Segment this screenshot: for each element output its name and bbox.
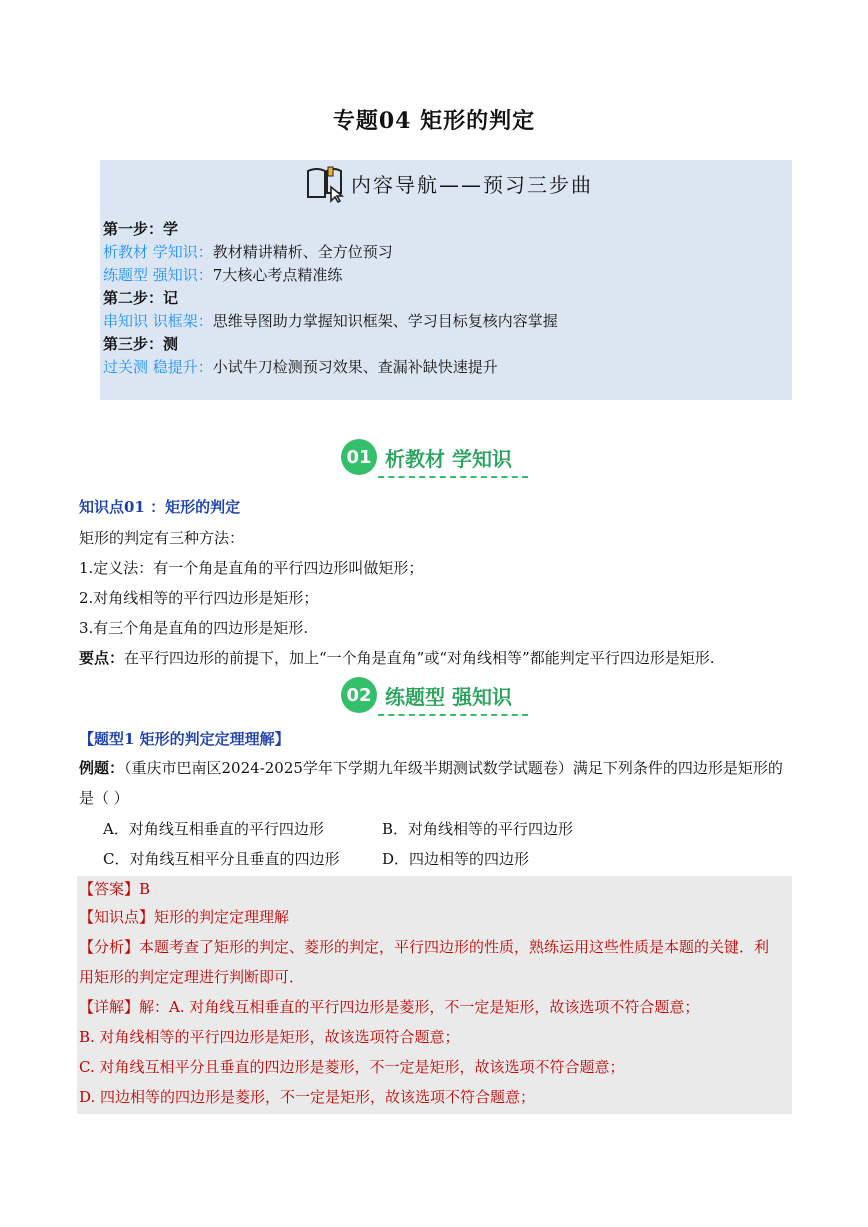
section-banner-01 xyxy=(341,438,512,476)
option-a: A．对角线互相垂直的平行四边形 xyxy=(103,820,324,838)
option-b: B．对角线相等的平行四边形 xyxy=(382,820,574,838)
method-item-2: 2.对角线相等的平行四边形是矩形； xyxy=(79,589,319,607)
nav-item-practice xyxy=(103,264,342,286)
section-banner-02 xyxy=(341,676,512,714)
page-title: 专题04 矩形的判定 xyxy=(332,108,536,134)
nav-item-desc: 7大核心考点精准练 xyxy=(212,266,343,284)
option-c: C．对角线互相平分且垂直的四边形 xyxy=(103,850,340,868)
section-underline xyxy=(378,714,528,716)
step3-heading: 第三步：测 xyxy=(103,335,179,353)
key-point-label: 要点： xyxy=(79,649,125,667)
section-underline xyxy=(378,476,528,478)
example-text: （重庆市巴南区2024-2025学年下学期九年级半期测试数学试题卷）满足下列条件的四边形是矩形的 xyxy=(124,759,783,777)
method-item-3: 3.有三个角是直角的四边形是矩形. xyxy=(79,619,309,637)
nav-item-tag: 析教材 学知识： xyxy=(103,243,213,261)
answer: 【答案】B xyxy=(79,880,151,898)
detail-line-3: C. 对角线互相平分且垂直的四边形是菱形，不一定是矩形，故该选项不符合题意； xyxy=(79,1058,625,1076)
key-point-text: 在平行四边形的前提下，加上“一个角是直角”或“对角线相等”都能判定平行四边形是矩形. xyxy=(124,649,715,667)
nav-item-study xyxy=(103,241,393,263)
nav-item-tag: 练题型 强知识： xyxy=(103,266,213,284)
analysis-line-2: 用矩形的判定定理进行判断即可． xyxy=(79,968,305,986)
detail-line-4: D. 四边相等的四边形是菱形，不一定是矩形，故该选项不符合题意； xyxy=(79,1088,536,1106)
example-question-cont: 是（ ） xyxy=(79,789,129,807)
section-number: 02 xyxy=(341,677,377,713)
nav-item-desc: 教材精讲精析、全方位预习 xyxy=(212,243,393,261)
method-item-1: 1.定义法：有一个角是直角的平行四边形叫做矩形； xyxy=(79,559,424,577)
analysis-line-1: 【分析】本题考查了矩形的判定、菱形的判定，平行四边形的性质，熟练运用这些性质是本题的关键．利 xyxy=(79,938,770,956)
question-type-title: 【题型1 矩形的判定定理理解】 xyxy=(79,730,290,748)
nav-item-desc: 小试牛刀检测预习效果、查漏补缺快速提升 xyxy=(212,358,498,376)
nav-item-desc: 思维导图助力掌握知识框架、学习目标复核内容掌握 xyxy=(212,312,558,330)
knowledge-intro: 矩形的判定有三种方法： xyxy=(79,529,245,547)
nav-header-text: 内容导航——预习三步曲 xyxy=(351,172,593,197)
section-label: 析教材 学知识 xyxy=(385,446,512,471)
detail-line-2: B. 对角线相等的平行四边形是矩形，故该选项符合题意； xyxy=(79,1028,460,1046)
section-label: 练题型 强知识 xyxy=(385,684,512,709)
step1-heading: 第一步：学 xyxy=(103,220,179,238)
nav-item-tag: 串知识 识框架： xyxy=(103,312,213,330)
nav-item-test xyxy=(103,356,498,378)
nav-header xyxy=(305,163,593,203)
answer-knowledge-point: 【知识点】矩形的判定定理理解 xyxy=(79,908,290,926)
nav-item-framework xyxy=(103,310,558,332)
step2-heading: 第二步：记 xyxy=(103,289,179,307)
book-icon xyxy=(305,163,349,203)
example-question xyxy=(79,756,794,780)
example-label: 例题： xyxy=(79,759,125,777)
key-point xyxy=(79,646,714,670)
section-number: 01 xyxy=(341,439,377,475)
knowledge-point-title: 知识点01 ：矩形的判定 xyxy=(79,498,241,516)
detail-line-1: 【详解】解：A. 对角线互相垂直的平行四边形是菱形，不一定是矩形，故该选项不符合题意； xyxy=(79,998,700,1016)
nav-item-tag: 过关测 稳提升： xyxy=(103,358,213,376)
option-d: D．四边相等的四边形 xyxy=(382,850,530,868)
